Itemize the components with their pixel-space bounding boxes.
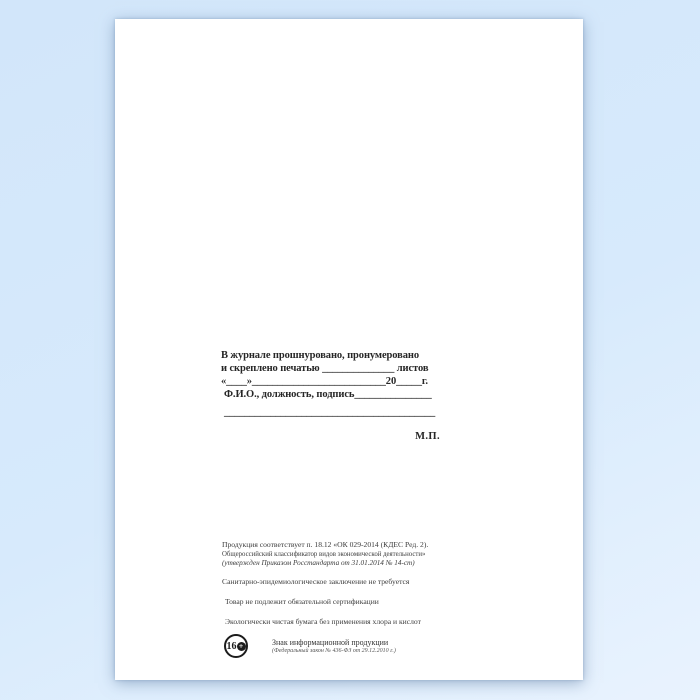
journal-back-page [115, 19, 583, 680]
lacing-line-2: и скреплено печатью ______________ листов [221, 363, 429, 374]
signature-underscore-line: _________________________________________ [224, 407, 436, 418]
age-rating-plus-icon: + [237, 642, 246, 651]
age-rating-number: 16 [226, 640, 237, 652]
compliance-line-2: Общероссийский классификатор видов экономической деятельности» [222, 551, 426, 558]
product-compliance-block [222, 540, 428, 568]
lacing-line-4: Ф.И.О., должность, подпись_______________ [224, 389, 432, 400]
lacing-line-1: В журнале прошнуровано, пронумеровано [221, 350, 419, 361]
lacing-certification-block [221, 349, 442, 443]
certification-note: Товар не подлежит обязательной сертификации [225, 597, 379, 606]
age-rating-16plus-icon [224, 634, 248, 658]
compliance-line-3: (утвержден Приказом Росстандарта от 31.01.2014 № 14-ст) [222, 559, 415, 567]
age-mark-label: Знак информационной продукции [272, 638, 389, 647]
age-mark-law-reference: (Федеральный закон № 436-ФЗ от 29.12.2010 г.) [272, 648, 396, 654]
sanitary-note: Санитарно-эпидемиологическое заключение не требуется [222, 577, 410, 586]
compliance-line-1: Продукция соответствует п. 18.12 «ОК 029-2014 (КДЕС Ред. 2). [222, 540, 429, 549]
lacing-line-3: «____»__________________________20_____г. [221, 376, 428, 387]
stamp-place-abbr: М.П. [415, 431, 440, 442]
ecology-note: Экологически чистая бумага без применения хлора и кислот [225, 617, 421, 626]
